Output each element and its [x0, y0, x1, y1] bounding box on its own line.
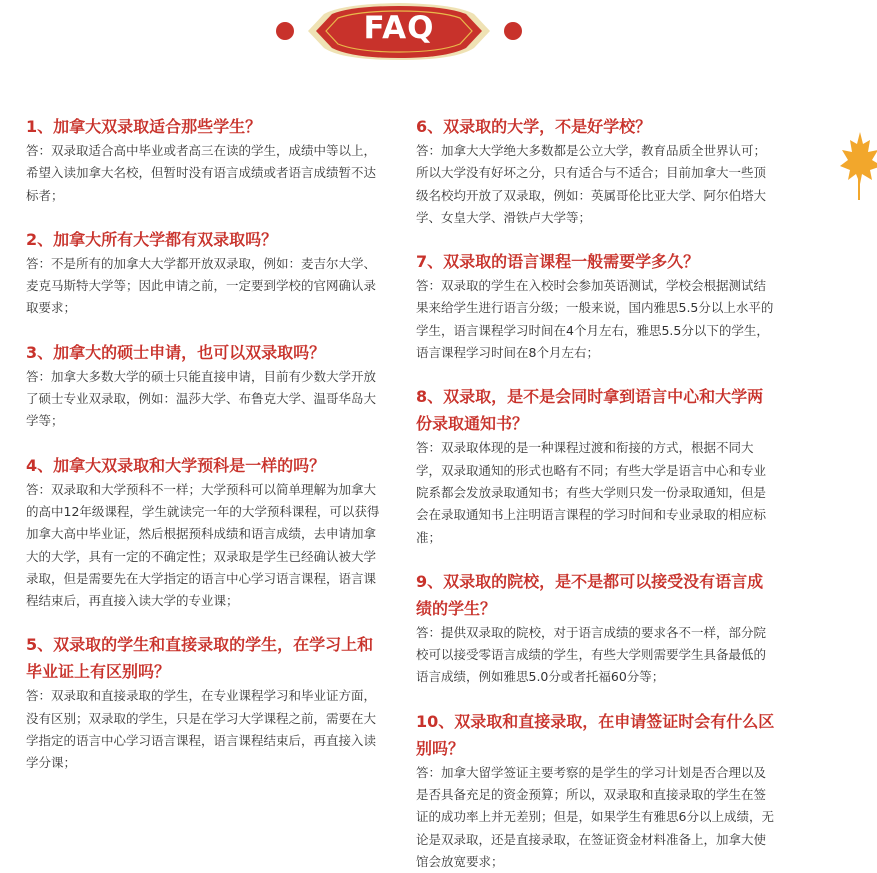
- faq-question: 3、加拿大的硕士申请，也可以双录取吗？: [26, 342, 326, 362]
- faq-question: 2、加拿大所有大学都有双录取吗？: [26, 229, 278, 249]
- faq-question: 7、双录取的语言课程一般需要学多久？: [416, 252, 700, 272]
- faq-item: [416, 248, 776, 364]
- faq-item: [416, 708, 776, 873]
- faq-answer: 答：加拿大留学签证主要考察的是学生的学习计划是否合理以及是否具备充足的资金预算；所以，双录取和直接录取的学生在签证的成功率上并无差别；但是，如果学生有雅思6分以上成绩，无论是双录取，还是直接录取，在签证资金材料准备上，加拿大使馆会放宽要求；: [416, 764, 774, 869]
- faq-answer: 答：双录取和直接录取的学生，在专业课程学习和毕业证方面，没有区别；双录取的学生，只是在学习大学课程之前，需要在大学指定的语言中心学习语言课程，语言课程结束后，再直接入读学分课；: [26, 688, 377, 771]
- faq-question: 4、加拿大双录取和大学预科是一样的吗？: [26, 455, 326, 475]
- faq-item: [26, 226, 382, 320]
- faq-question: 10、双录取和直接录取，在申请签证时会有什么区别吗？: [416, 711, 775, 758]
- faq-item: [26, 631, 382, 774]
- faq-item: [416, 383, 776, 548]
- faq-answer: 答：加拿大多数大学的硕士只能直接申请，目前有少数大学开放了硕士专业双录取，例如：温莎大学、布鲁克大学、温哥华岛大学等；: [26, 368, 377, 429]
- faq-column-left: [26, 113, 382, 775]
- faq-question: 6、双录取的大学，不是好学校？: [416, 117, 652, 136]
- faq-question: 5、双录取的学生和直接录取的学生，在学习上和毕业证上有区别吗？: [26, 635, 374, 682]
- faq-answer: 答：双录取的学生在入校时会参加英语测试，学校会根据测试结果来给学生进行语言分级；一般来说，国内雅思5.5分以上水平的学生，语言课程学习时间在4个月左右，雅思5.5分以下的学生，语言课程学习时间在8个月左右；: [416, 278, 774, 361]
- faq-answer: 答：提供双录取的院校，对于语言成绩的要求各不一样，部分院校可以接受零语言成绩的学生，有些大学则需要学生具备最低的语言成绩，例如雅思5.0分或者托福60分等；: [416, 624, 767, 685]
- faq-item: [416, 113, 776, 229]
- faq-answer: 答：不是所有的加拿大大学都开放双录取，例如：麦吉尔大学、麦克马斯特大学等；因此申请之前，一定要到学校的官网确认录取要求；: [26, 255, 377, 316]
- faq-banner: [272, 0, 526, 64]
- faq-question: 1、加拿大双录取适合那些学生？: [26, 117, 262, 136]
- page-title: FAQ: [363, 10, 435, 46]
- faq-answer: 答：双录取适合高中毕业或者高三在读的学生，成绩中等以上，希望入读加拿大名校，但暂时没有语言成绩或者语言成绩暂不达标者；: [26, 143, 377, 203]
- faq-column-right: [416, 113, 776, 873]
- faq-question: 9、双录取的院校，是不是都可以接受没有语言成绩的学生？: [416, 571, 764, 618]
- faq-item: [416, 568, 776, 689]
- faq-item: [26, 452, 382, 613]
- faq-answer: 答：双录取体现的是一种课程过渡和衔接的方式，根据不同大学，双录取通知的形式也略有不同；有些大学是语言中心和专业院系都会发放录取通知书；有些大学则只发一份录取通知，但是会在录取通知书上注明语言课程的学习时间和专业录取的相应标准；: [416, 440, 767, 545]
- faq-answer: 答：加拿大大学绝大多数都是公立大学，教育品质全世界认可；所以大学没有好坏之分，只有适合与不适合；目前加拿大一些顶级名校均开放了双录取，例如：英属哥伦比亚大学、阿尔伯塔大学、女皇大学、滑铁卢大学等；: [416, 143, 767, 225]
- faq-item: [26, 339, 382, 433]
- faq-answer: 答：双录取和大学预科不一样；大学预科可以简单理解为加拿大的高中12年级课程，学生就读完一年的大学预科课程，可以获得加拿大高中毕业证，然后根据预科成绩和语言成绩，去申请加拿大的大学，具有一定的不确定性；双录取是学生已经确认被大学录取，但是需要先在大学指定的语言中心学习语言课程，语言课程结束后，再直接入读大学的专业课；: [26, 481, 380, 609]
- faq-question: 8、双录取，是不是会同时拿到语言中心和大学两份录取通知书？: [416, 387, 764, 434]
- maple-leaf-icon: [832, 128, 877, 212]
- faq-item: [26, 113, 382, 207]
